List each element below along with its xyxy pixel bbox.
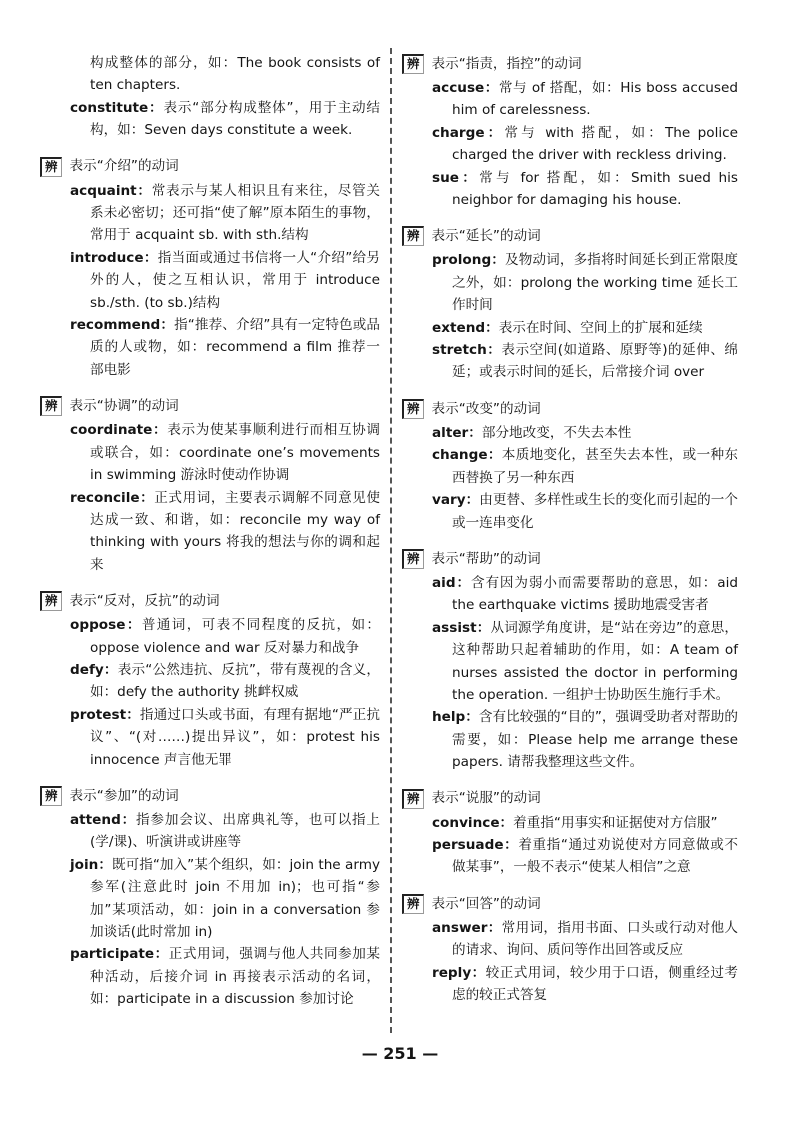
section-alter	[402, 397, 738, 534]
bian-badge-icon: 辨	[40, 396, 62, 416]
entry-term: charge：	[432, 124, 505, 141]
entry-term: accuse：	[432, 80, 499, 96]
section-header	[402, 52, 738, 76]
page-number: — 251 —	[361, 1044, 439, 1063]
entry-text: 表示“部分构成整体”，用于主动结构，如：Seven days constitute a week.	[90, 99, 380, 139]
entry-term: sue：	[432, 169, 480, 186]
entry-term: constitute：	[70, 99, 164, 116]
entry-term: assist：	[432, 619, 491, 636]
entry-term: reply：	[432, 964, 486, 981]
entry-prolong	[432, 249, 738, 316]
entry-term: alter：	[432, 424, 482, 441]
entry-text: 含有比较强的“目的”，强调受助者对帮助的需要，如：Please help me arrange these papers. 请帮我整理这些文件。	[452, 709, 738, 771]
bian-badge-icon: 辨	[402, 789, 424, 809]
section-oppose	[40, 589, 380, 771]
entry-text: 部分地改变，不失去本性	[481, 424, 632, 441]
bian-badge-icon: 辨	[402, 894, 424, 914]
entry-vary	[432, 489, 738, 534]
section-header	[402, 547, 738, 571]
section-attend	[40, 784, 380, 1011]
entry-term: extend：	[432, 319, 499, 336]
entry-constitute	[70, 97, 380, 142]
right-column	[402, 52, 738, 1019]
bian-badge-icon: 辨	[402, 399, 424, 419]
section-title: 表示“改变”的动词	[431, 400, 541, 417]
section-header	[40, 394, 380, 418]
entry-stretch	[432, 339, 738, 384]
entry-term: change：	[432, 447, 502, 464]
entry-text: 常与 with 搭配，如：The police charged the driver with reckless driving.	[452, 124, 738, 164]
entry-change	[432, 444, 738, 489]
entry-persuade	[432, 834, 738, 879]
section-title: 表示“参加”的动词	[69, 787, 179, 804]
entry-term: aid：	[432, 574, 471, 591]
entry-text: 正式用词，强调与他人共同参加某种活动，后接介词 in 再接表示活动的名词，如：participate in a discussion 参加讨论	[90, 946, 380, 1008]
continuation-text: 构成整体的部分，如：The book consists of ten chapters.	[90, 55, 380, 94]
entry-accuse	[432, 77, 738, 122]
entry-text: 指“推荐、介绍”具有一定特色或品质的人或物，如：recommend a film 推荐一部电影	[90, 317, 380, 378]
section-header	[402, 892, 738, 916]
entry-text: 表示为使某事顺利进行而相互协调或联合，如：coordinate one’s movements in swimming 游泳时使动作协调	[90, 422, 381, 484]
entry-term: introduce：	[70, 249, 158, 266]
entry-participate	[70, 943, 380, 1010]
bian-badge-icon: 辨	[402, 54, 424, 74]
entry-acquaint	[70, 180, 380, 247]
entry-text: 及物动词，多指将时间延长到正常限度之外，如：prolong the working time 延长工作时间	[452, 252, 738, 314]
entry-text: 常表示与某人相识且有来往，尽管关系未必密切；还可指“使了解”原本陌生的事物，常用于 acquaint sb. with sth.结构	[90, 182, 380, 244]
entry-text: 常与 for 搭配，如：Smith sued his neighbor for damaging his house.	[452, 169, 738, 209]
section-title: 表示“说服”的动词	[431, 790, 541, 807]
entry-text: 普通词，可表不同程度的反抗，如：oppose violence and war 反对暴力和战争	[90, 617, 381, 656]
section-accuse	[402, 52, 738, 211]
section-title: 表示“介绍”的动词	[69, 158, 179, 175]
bian-badge-icon: 辨	[40, 786, 62, 806]
entry-sue	[432, 167, 738, 212]
entry-text: 本质地变化，甚至失去本性，或一种东西替换了另一种东西	[452, 447, 738, 486]
entry-assist	[432, 617, 738, 707]
section-header	[40, 784, 380, 808]
bian-badge-icon: 辨	[40, 157, 62, 177]
entry-term: acquaint：	[70, 182, 152, 199]
entry-attend	[70, 809, 380, 854]
entry-aid	[432, 572, 738, 617]
entry-text: 正式用词，主要表示调解不同意见使达成一致、和谐，如：reconcile my way of thinking with yours 将我的想法与你的调和起来	[90, 489, 380, 573]
section-header	[402, 224, 738, 248]
entry-help	[432, 706, 738, 773]
entry-term: join：	[70, 856, 112, 873]
entry-defy	[70, 659, 380, 704]
section-convince	[402, 787, 738, 879]
entry-text: 由更替、多样性或生长的变化而引起的一个或一连串变化	[452, 492, 738, 531]
entry-text: 着重指“通过劝说使对方同意做或不做某事”，一般不表示“使某人相信”之意	[452, 836, 739, 876]
entry-term: recommend：	[70, 317, 175, 334]
entry-term: attend：	[70, 811, 137, 828]
section-header	[40, 155, 380, 179]
entry-term: help：	[432, 709, 479, 726]
entry-text: 较正式用词，较少用于口语，侧重经过考虑的较正式答复	[452, 964, 738, 1003]
entry-text: 表示在时间、空间上的扩展和延续	[498, 319, 703, 336]
section-header	[402, 787, 738, 811]
section-title: 表示“帮助”的动词	[431, 550, 541, 567]
entry-protest	[70, 704, 380, 771]
entry-term: convince：	[432, 814, 514, 831]
entry-recommend	[70, 314, 380, 381]
section-coordinate	[40, 394, 380, 576]
entry-term: stretch：	[432, 342, 502, 359]
entry-text: 常用词，指用书面、口头或行动对他人的请求、询问、质问等作出回答或反应	[452, 919, 738, 959]
entry-answer	[432, 917, 738, 962]
section-title: 表示“协调”的动词	[69, 398, 179, 415]
entry-term: coordinate：	[70, 422, 168, 439]
entry-alter	[432, 422, 738, 444]
entry-reply	[432, 962, 738, 1007]
entry-introduce	[70, 247, 380, 314]
entry-text: 指参加会议、出席典礼等，也可以指上(学/课)、听演讲或讲座等	[90, 811, 380, 851]
entry-text: 既可指“加入”某个组织，如：join the army 参军(注意此时 join 不用加 in)；也可指“参加”某项活动，如：join in a conversation 参加谈话(此时常加 in)	[90, 856, 380, 940]
left-column	[40, 52, 380, 1024]
entry-convince	[432, 812, 738, 834]
section-title: 表示“指责，指控”的动词	[431, 55, 582, 72]
section-aid	[402, 547, 738, 774]
bian-badge-icon: 辨	[402, 549, 424, 569]
bian-badge-icon: 辨	[402, 226, 424, 246]
entry-reconcile	[70, 487, 380, 577]
section-introduce	[40, 155, 380, 382]
entry-text: 表示空间(如道路、原野等)的延伸、绵延；或表示时间的延长，后常接介词 over	[452, 342, 739, 381]
entry-term: prolong：	[432, 252, 506, 269]
entry-join	[70, 854, 380, 944]
entry-text: 含有因为弱小而需要帮助的意思，如：aid the earthquake victims 援助地震受害者	[452, 574, 738, 614]
entry-term: participate：	[70, 946, 169, 963]
entry-term: vary：	[432, 492, 480, 509]
section-prolong	[402, 224, 738, 383]
section-continued	[40, 52, 380, 142]
section-header	[40, 589, 380, 613]
entry-term: persuade：	[432, 836, 519, 853]
entry-text: 着重指“用事实和证据使对方信服”	[513, 814, 718, 831]
entry-charge	[432, 122, 738, 167]
section-title: 表示“反对，反抗”的动词	[69, 592, 220, 609]
column-divider	[390, 48, 392, 1033]
bian-badge-icon: 辨	[40, 591, 62, 611]
entry-text: 从词源学角度讲，是“站在旁边”的意思，这种帮助只起着辅助的作用，如：A team of nurses assisted the doctor in performing the operation. 一组护士协助医生施行手术。	[452, 619, 738, 703]
section-title: 表示“回答”的动词	[431, 895, 541, 912]
entry-term: protest：	[70, 706, 140, 723]
entry-coordinate	[70, 419, 380, 486]
entry-text: 表示“公然违抗、反抗”，带有蔑视的含义，如：defy the authority 挑衅权威	[90, 661, 380, 701]
entry-term: reconcile：	[70, 489, 155, 506]
section-answer	[402, 892, 738, 1007]
entry-term: defy：	[70, 661, 118, 678]
entry-oppose	[70, 614, 380, 659]
section-title: 表示“延长”的动词	[431, 228, 541, 245]
entry-term: oppose：	[70, 617, 142, 634]
entry-text: 指通过口头或书面，有理有据地“严正抗议”、“(对……)提出异议”，如：protest his innocence 声言他无罪	[90, 706, 380, 768]
entry-text: 常与 of 搭配，如：His boss accused him of carelessness.	[452, 80, 738, 119]
entry-text: 指当面或通过书信将一人“介绍”给另外的人，使之互相认识，常用于 introduce sb./sth. (to sb.)结构	[90, 249, 380, 311]
entry-term: answer：	[432, 919, 502, 936]
entry-extend	[432, 317, 738, 339]
section-header	[402, 397, 738, 421]
